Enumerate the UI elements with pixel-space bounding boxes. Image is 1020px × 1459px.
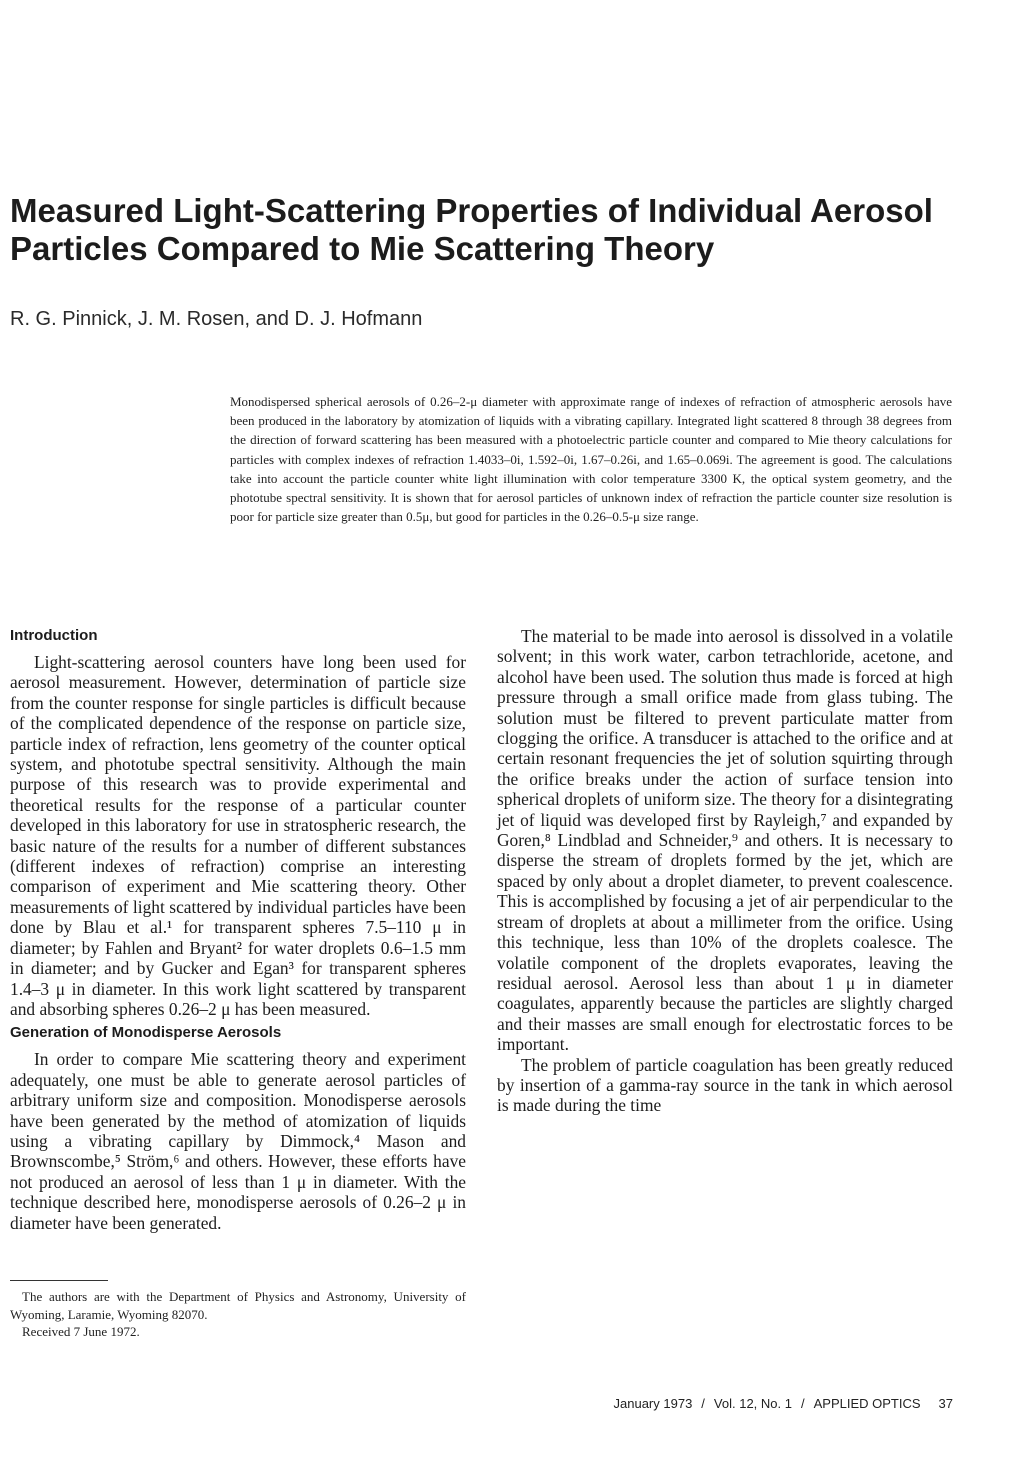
footnote — [10, 1288, 466, 1341]
generation-paragraph-3: The problem of particle coagulation has been greatly reduced by insertion of a gamma-ray source in the tank in which aerosol is made during the time — [497, 1054, 953, 1116]
generation-heading: Generation of Monodisperse Aerosols — [10, 1024, 282, 1042]
left-column — [10, 626, 466, 1233]
footer-separator: / — [800, 1396, 805, 1411]
running-footer — [497, 1396, 953, 1411]
footer-volume: Vol. 12, No. 1 — [713, 1396, 792, 1411]
footnote-received: Received 7 June 1972. — [22, 1324, 140, 1339]
article-title: Measured Light-Scattering Properties of Individual Aerosol Particles Compared to Mie Scattering Theory — [10, 192, 933, 267]
footer-date: January 1973 — [613, 1396, 693, 1411]
footnote-affiliation: The authors are with the Department of Physics and Astronomy, University of Wyoming, Laramie, Wyoming 82070. — [10, 1289, 466, 1322]
introduction-paragraph: Light-scattering aerosol counters have long been used for aerosol measurement. However, determination of particle size from the counter response for single particles is difficult because of the complicated dependence of the response on particle size, particle index of refraction, lens geometry of the counter optical system, and phototube spectral sensitivity. Although the main purpose of this research was to provide experimental and theoretical results for the response of a particular counter developed in this laboratory for use in stratospheric research, the basic nature of the results for a number of different substances (different indexes of refraction) comprise an interesting comparison of experiment and Mie scattering theory. Other measurements of light scattered by individual particles have been done by Blau et al.¹ for transparent spheres 7.5–110 μ in diameter; by Fahlen and Bryant² for water droplets 0.6–1.5 mm in diameter; and by Gucker and Egan³ for transparent spheres 1.4–3 μ in diameter. In this work light scattered by transparent and absorbing spheres 0.26–2 μ has been measured. — [10, 652, 466, 1019]
introduction-heading: Introduction — [10, 627, 98, 644]
footer-separator: / — [701, 1396, 705, 1411]
author-list: R. G. Pinnick, J. M. Rosen, and D. J. Hofmann — [10, 308, 423, 330]
abstract: Monodispersed spherical aerosols of 0.26–2-μ diameter with approximate range of indexes of refraction of atmospheric aerosols have been produced in the laboratory by atomization of liquids with a vibrating capillary. Integrated light scattered 8 through 38 degrees from the direction of forward scattering has been measured with a photoelectric particle counter and compared to Mie theory calculations for particles with complex indexes of refraction 1.4033–0i, 1.592–0i, 1.67–0.26i, and 1.65–0.069i. The agreement is good. The calculations take into account the particle counter white light illumination with color temperature 3300 K, the optical system geometry, and the phototube spectral sensitivity. It is shown that for aerosol particles of unknown index of refraction the particle counter size resolution is poor for particle size greater than 0.5μ, but good for particles in the 0.26–0.5-μ size range. — [230, 394, 952, 525]
generation-paragraph-1: In order to compare Mie scattering theory and experiment adequately, one must be able to generate aerosol particles of arbitrary uniform size and composition. Monodisperse aerosols have been generated by the method of atomization of liquids using a vibrating capillary by Dimmock,⁴ Mason and Brownscombe,⁵ Ström,⁶ and others. However, these efforts have not produced an aerosol of less than 1 μ in diameter. With the technique described here, monodisperse aerosols of 0.26–2 μ in diameter have been generated. — [10, 1049, 466, 1233]
page-number: 37 — [938, 1396, 953, 1411]
right-column — [497, 626, 953, 1116]
footnote-rule — [10, 1280, 108, 1281]
footer-journal: APPLIED OPTICS — [813, 1396, 921, 1411]
generation-paragraph-2: The material to be made into aerosol is dissolved in a volatile solvent; in this work water, carbon tetrachloride, acetone, and alcohol have been used. The solution thus made is forced at high pressure through a small orifice made from glass tubing. The solution must be filtered to prevent particulate matter from clogging the orifice. A transducer is attached to the orifice and at certain resonant frequencies the jet of solution squirting through the orifice breaks under the action of surface tension into spherical droplets of uniform size. The theory for a disintegrating jet of liquid was developed first by Rayleigh,⁷ and expanded by Goren,⁸ Lindblad and Schneider,⁹ and others. It is necessary to disperse the stream of droplets formed by the jet, which are spaced by only about a droplet diameter, to prevent coalescence. This is accomplished by focusing a jet of air perpendicular to the stream of droplets at about a millimeter from the orifice. Using this technique, less than 10% of the droplets coalesce. The volatile component of the droplets evaporates, leaving the residual aerosol. Aerosol less than about 1 μ in diameter coagulates, apparently because the particles are slightly charged and their masses are small enough for electrostatic forces to be important. — [497, 626, 953, 1055]
